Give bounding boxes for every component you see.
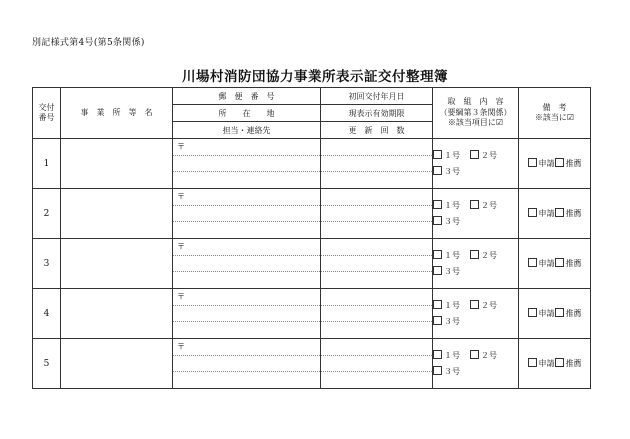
validity-field[interactable] [321, 306, 432, 323]
type1-checkbox[interactable] [433, 350, 442, 359]
postal-mark-icon: 〒 [177, 342, 185, 352]
postal-mark-icon: 〒 [177, 142, 185, 152]
office-name-cell[interactable] [61, 289, 173, 339]
first-issue-date-field[interactable] [321, 189, 432, 206]
first-issue-date-field[interactable] [321, 289, 432, 306]
table-row [33, 139, 591, 189]
type3-checkbox[interactable] [433, 216, 442, 225]
issue-number-cell [33, 189, 61, 239]
header-remarks: 備 考 ※該当に☑ [519, 88, 591, 139]
location-field[interactable] [173, 206, 320, 223]
document-title: 川場村消防団協力事業所表示証交付整理簿 [182, 69, 448, 85]
first-issue-date-field[interactable] [321, 139, 432, 156]
header-office-name: 事 業 所 等 名 [61, 88, 173, 139]
header-postal-code: 郵 便 番 号 [173, 88, 321, 105]
first-issue-date-field[interactable] [321, 339, 432, 356]
remarks-cell: 申請 推薦 [519, 339, 591, 389]
header-contact: 担当・連絡先 [173, 122, 321, 139]
type2-checkbox[interactable] [470, 350, 479, 359]
contact-field[interactable] [173, 172, 320, 188]
table-row [33, 289, 591, 339]
renewal-count-field[interactable] [321, 322, 432, 338]
address-cell [173, 189, 321, 239]
address-cell [173, 239, 321, 289]
renewal-count-field[interactable] [321, 222, 432, 238]
postal-mark-icon: 〒 [177, 292, 185, 302]
recommend-checkbox[interactable] [555, 208, 564, 217]
activity-type-cell: １号 ２号 ３号 [433, 239, 519, 289]
location-field[interactable] [173, 356, 320, 373]
postal-code-field[interactable] [173, 289, 320, 306]
apply-checkbox[interactable] [528, 158, 537, 167]
table-row [33, 189, 591, 239]
type3-checkbox[interactable] [433, 316, 442, 325]
issue-number: 5 [43, 358, 50, 369]
activity-type-cell: １号 ２号 ３号 [433, 189, 519, 239]
type3-checkbox[interactable] [433, 366, 442, 375]
postal-code-field[interactable] [173, 189, 320, 206]
contact-field[interactable] [173, 372, 320, 388]
dates-cell [321, 339, 433, 389]
dates-cell [321, 189, 433, 239]
first-issue-date-field[interactable] [321, 239, 432, 256]
apply-checkbox[interactable] [528, 308, 537, 317]
validity-field[interactable] [321, 156, 432, 173]
header-renewal-count: 更 新 回 数 [321, 122, 433, 139]
issue-number: 4 [43, 308, 50, 319]
type3-checkbox[interactable] [433, 166, 442, 175]
office-name-cell[interactable] [61, 139, 173, 189]
type1-checkbox[interactable] [433, 200, 442, 209]
table-row [33, 339, 591, 389]
issue-number: 2 [43, 208, 50, 219]
office-name-cell[interactable] [61, 339, 173, 389]
dates-cell [321, 289, 433, 339]
contact-field[interactable] [173, 272, 320, 288]
header-first-issue-date: 初回交付年月日 [321, 88, 433, 105]
remarks-cell: 申請 推薦 [519, 239, 591, 289]
table-row [33, 239, 591, 289]
activity-type-cell: １号 ２号 ３号 [433, 139, 519, 189]
recommend-checkbox[interactable] [555, 358, 564, 367]
type2-checkbox[interactable] [470, 300, 479, 309]
apply-checkbox[interactable] [528, 358, 537, 367]
type1-checkbox[interactable] [433, 300, 442, 309]
apply-checkbox[interactable] [528, 208, 537, 217]
location-field[interactable] [173, 306, 320, 323]
postal-mark-icon: 〒 [177, 192, 185, 202]
header-location: 所 在 地 [173, 105, 321, 122]
issue-number: 1 [43, 158, 50, 169]
validity-field[interactable] [321, 256, 432, 273]
address-cell [173, 289, 321, 339]
remarks-cell: 申請 推薦 [519, 189, 591, 239]
contact-field[interactable] [173, 222, 320, 238]
type3-checkbox[interactable] [433, 266, 442, 275]
office-name-cell[interactable] [61, 239, 173, 289]
type2-checkbox[interactable] [470, 150, 479, 159]
address-cell [173, 139, 321, 189]
activity-type-cell: １号 ２号 ３号 [433, 339, 519, 389]
contact-field[interactable] [173, 322, 320, 338]
remarks-cell: 申請 推薦 [519, 139, 591, 189]
office-name-cell[interactable] [61, 189, 173, 239]
register-table [32, 87, 591, 389]
location-field[interactable] [173, 256, 320, 273]
renewal-count-field[interactable] [321, 272, 432, 288]
issue-number: 3 [43, 258, 50, 269]
recommend-checkbox[interactable] [555, 308, 564, 317]
header-issue-number: 交付 番号 [33, 88, 61, 139]
renewal-count-field[interactable] [321, 172, 432, 188]
dates-cell [321, 239, 433, 289]
postal-code-field[interactable] [173, 339, 320, 356]
apply-checkbox[interactable] [528, 258, 537, 267]
postal-code-field[interactable] [173, 239, 320, 256]
activity-type-cell: １号 ２号 ３号 [433, 289, 519, 339]
remarks-cell: 申請 推薦 [519, 289, 591, 339]
validity-field[interactable] [321, 356, 432, 373]
validity-field[interactable] [321, 206, 432, 223]
address-cell [173, 339, 321, 389]
issue-number-cell [33, 239, 61, 289]
issue-number-cell [33, 139, 61, 189]
type2-checkbox[interactable] [470, 200, 479, 209]
header-activity-content: 取 組 内 容 （要綱第３条関係） ※該当項目に☑ [433, 88, 519, 139]
location-field[interactable] [173, 156, 320, 173]
type1-checkbox[interactable] [433, 250, 442, 259]
postal-mark-icon: 〒 [177, 242, 185, 252]
issue-number-cell [33, 339, 61, 389]
dates-cell [321, 139, 433, 189]
type1-checkbox[interactable] [433, 150, 442, 159]
recommend-checkbox[interactable] [555, 158, 564, 167]
issue-number-cell [33, 289, 61, 339]
type2-checkbox[interactable] [470, 250, 479, 259]
renewal-count-field[interactable] [321, 372, 432, 388]
recommend-checkbox[interactable] [555, 258, 564, 267]
postal-code-field[interactable] [173, 139, 320, 156]
form-number: 別記様式第4号(第5条関係) [32, 38, 145, 48]
header-validity: 現表示有効期限 [321, 105, 433, 122]
